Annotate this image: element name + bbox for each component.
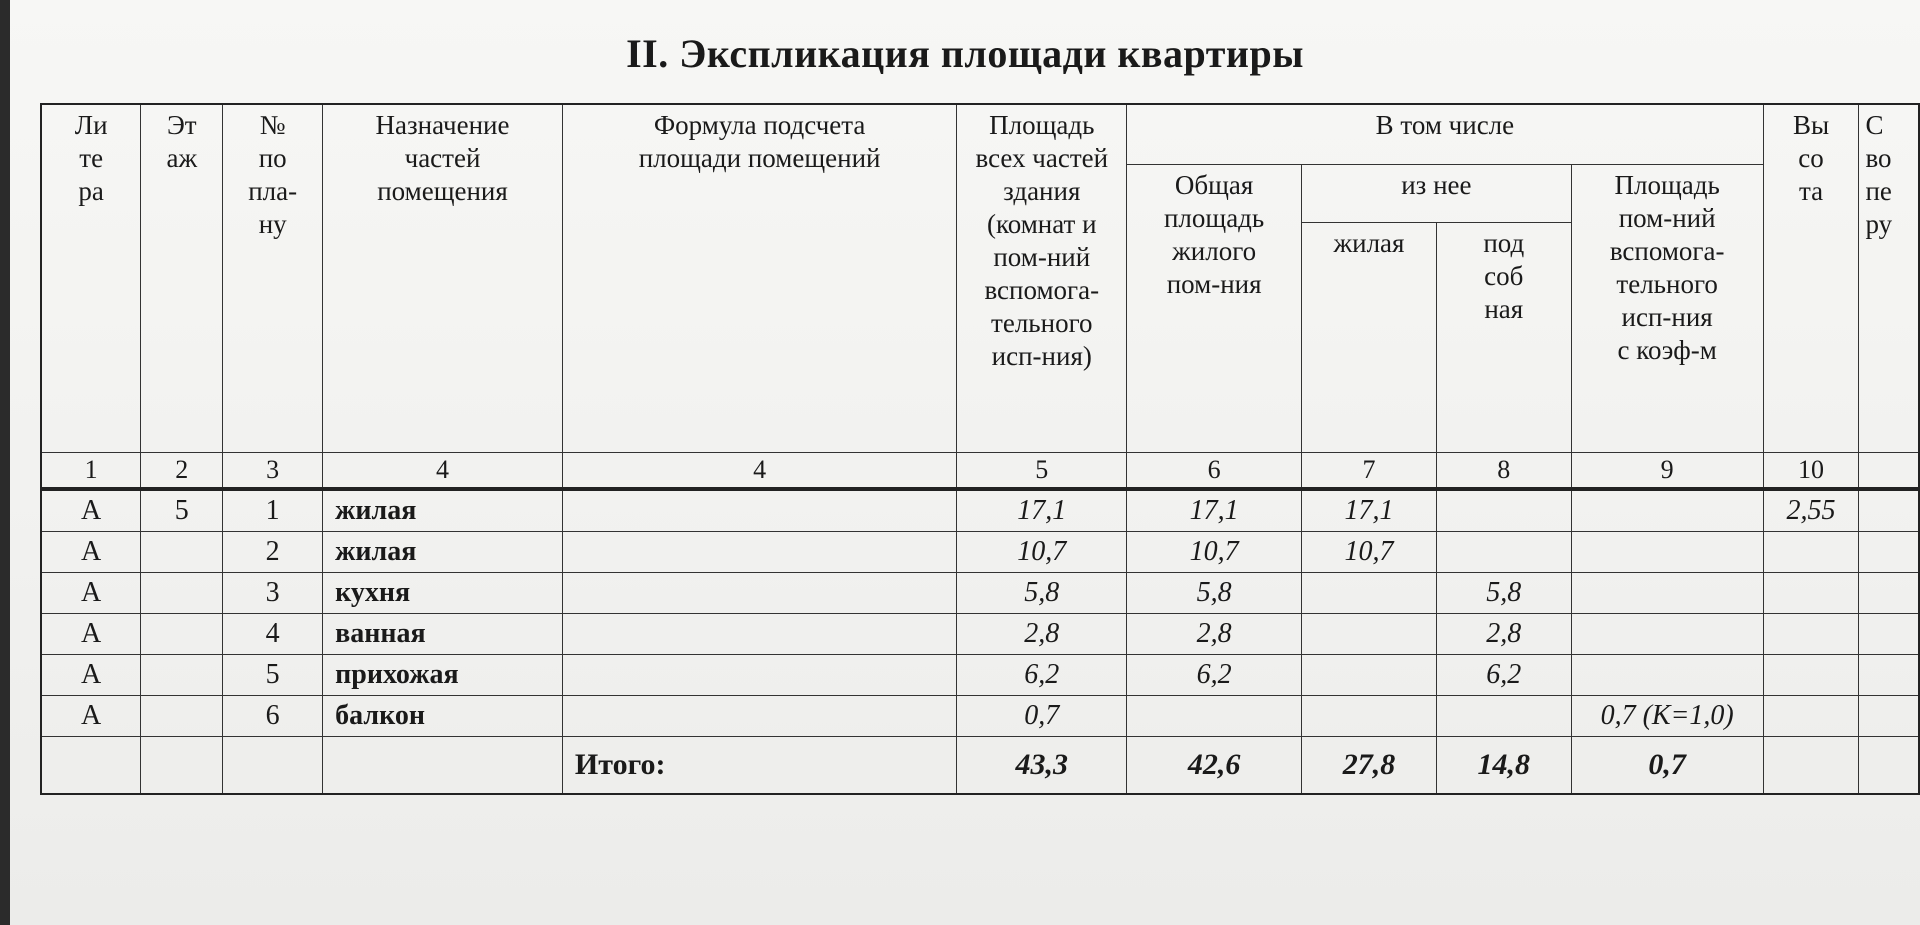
table-row (41, 613, 1919, 654)
cell-etazh (141, 572, 223, 613)
column-number: 5 (957, 452, 1127, 489)
cell-ploshchad: 0,7 (957, 695, 1127, 736)
cell-zhilaya: 17,1 (1302, 489, 1437, 532)
cell-podsobnaya (1436, 489, 1571, 532)
cell-vysota (1763, 572, 1859, 613)
header-etazh: Эт аж (141, 104, 223, 452)
cell-etazh (141, 695, 223, 736)
cell-vspomog (1571, 654, 1763, 695)
cell-formula (562, 572, 956, 613)
cell-litera: А (41, 613, 141, 654)
column-number: 1 (41, 452, 141, 489)
cell-formula (562, 489, 956, 532)
total-row (41, 736, 1919, 794)
total-podsobnaya: 14,8 (1436, 736, 1571, 794)
cell-zhilaya (1302, 695, 1437, 736)
header-zhilaya: жилая (1302, 222, 1437, 452)
cell-etazh (141, 654, 223, 695)
header-formula: Формула подсчета площади помещений (562, 104, 956, 452)
table-row (41, 654, 1919, 695)
cell-vysota (1763, 613, 1859, 654)
cell-vspomog (1571, 613, 1763, 654)
document-page (10, 0, 1920, 925)
total-vspomog: 0,7 (1571, 736, 1763, 794)
header-vysota: Вы со та (1763, 104, 1859, 452)
cell-obshchaya: 2,8 (1127, 613, 1302, 654)
cell-vysota (1763, 695, 1859, 736)
cell-vspomog: 0,7 (К=1,0) (1571, 695, 1763, 736)
cell-vspomog (1571, 531, 1763, 572)
cell-naznachenie: кухня (323, 572, 563, 613)
cell-naznachenie: прихожая (323, 654, 563, 695)
cell-naznachenie: балкон (323, 695, 563, 736)
table-row (41, 531, 1919, 572)
cell-obshchaya: 6,2 (1127, 654, 1302, 695)
cell-litera: А (41, 489, 141, 532)
cell-formula (562, 531, 956, 572)
cell-litera: А (41, 572, 141, 613)
total-ploshchad: 43,3 (957, 736, 1127, 794)
cell-nomer: 3 (223, 572, 323, 613)
cell-ploshchad: 6,2 (957, 654, 1127, 695)
cell-obshchaya: 5,8 (1127, 572, 1302, 613)
header-cut-column: С во пе ру (1859, 104, 1919, 452)
total-empty (323, 736, 563, 794)
column-number: 9 (1571, 452, 1763, 489)
cell-ploshchad: 10,7 (957, 531, 1127, 572)
cell-podsobnaya: 2,8 (1436, 613, 1571, 654)
cell-etazh (141, 531, 223, 572)
total-obshchaya: 42,6 (1127, 736, 1302, 794)
cell-litera: А (41, 531, 141, 572)
header-naznachenie: Назначение частей помещения (323, 104, 563, 452)
cell-zhilaya (1302, 654, 1437, 695)
cell-podsobnaya: 5,8 (1436, 572, 1571, 613)
header-nomer: № по пла- ну (223, 104, 323, 452)
cell-cut (1859, 531, 1919, 572)
column-number: 10 (1763, 452, 1859, 489)
cell-nomer: 2 (223, 531, 323, 572)
cell-ploshchad: 2,8 (957, 613, 1127, 654)
cell-cut (1859, 613, 1919, 654)
cell-vspomog (1571, 489, 1763, 532)
cell-etazh (141, 613, 223, 654)
column-number: 7 (1302, 452, 1437, 489)
cell-vysota: 2,55 (1763, 489, 1859, 532)
cell-formula (562, 695, 956, 736)
cell-cut (1859, 572, 1919, 613)
cell-vspomog (1571, 572, 1763, 613)
table-row (41, 489, 1919, 532)
cell-nomer: 6 (223, 695, 323, 736)
column-number (1859, 452, 1919, 489)
total-empty (223, 736, 323, 794)
cell-podsobnaya (1436, 695, 1571, 736)
total-zhilaya: 27,8 (1302, 736, 1437, 794)
column-number: 6 (1127, 452, 1302, 489)
cell-naznachenie: жилая (323, 531, 563, 572)
cell-nomer: 4 (223, 613, 323, 654)
column-numbers-row (41, 452, 1919, 489)
header-vspomog: Площадь пом-ний вспомога- тельного исп-ния с коэф-м (1571, 164, 1763, 452)
column-number: 8 (1436, 452, 1571, 489)
total-empty (41, 736, 141, 794)
document-title: II. Экспликация площади квартиры (626, 31, 1304, 76)
header-litera: Ли те ра (41, 104, 141, 452)
cell-cut (1859, 695, 1919, 736)
total-empty (1763, 736, 1859, 794)
header-obshchaya: Общая площадь жилого пом-ния (1127, 164, 1302, 452)
cell-nomer: 5 (223, 654, 323, 695)
cell-naznachenie: ванная (323, 613, 563, 654)
header-podsobnaya: под соб ная (1436, 222, 1571, 452)
cell-obshchaya: 10,7 (1127, 531, 1302, 572)
cell-litera: А (41, 695, 141, 736)
cell-cut (1859, 489, 1919, 532)
table-row (41, 572, 1919, 613)
cell-formula (562, 654, 956, 695)
column-number: 4 (323, 452, 563, 489)
cell-formula (562, 613, 956, 654)
header-v-tom-chisle: В том числе (1127, 104, 1763, 164)
cell-naznachenie: жилая (323, 489, 563, 532)
cell-litera: А (41, 654, 141, 695)
table-row (41, 695, 1919, 736)
cell-etazh: 5 (141, 489, 223, 532)
cell-podsobnaya: 6,2 (1436, 654, 1571, 695)
column-number: 4 (562, 452, 956, 489)
cell-nomer: 1 (223, 489, 323, 532)
cell-obshchaya (1127, 695, 1302, 736)
total-empty (1859, 736, 1919, 794)
column-number: 3 (223, 452, 323, 489)
cell-ploshchad: 17,1 (957, 489, 1127, 532)
cell-podsobnaya (1436, 531, 1571, 572)
total-label: Итого: (562, 736, 956, 794)
column-number: 2 (141, 452, 223, 489)
header-ploshchad-vseh: Площадь всех частей здания (комнат и пом-ний вспомога- тельного исп-ния) (957, 104, 1127, 452)
explication-table (40, 103, 1920, 795)
header-iz-nee: из нее (1302, 164, 1572, 222)
total-empty (141, 736, 223, 794)
cell-vysota (1763, 654, 1859, 695)
cell-zhilaya (1302, 613, 1437, 654)
cell-ploshchad: 5,8 (957, 572, 1127, 613)
cell-vysota (1763, 531, 1859, 572)
cell-zhilaya (1302, 572, 1437, 613)
cell-zhilaya: 10,7 (1302, 531, 1437, 572)
cell-obshchaya: 17,1 (1127, 489, 1302, 532)
cell-cut (1859, 654, 1919, 695)
